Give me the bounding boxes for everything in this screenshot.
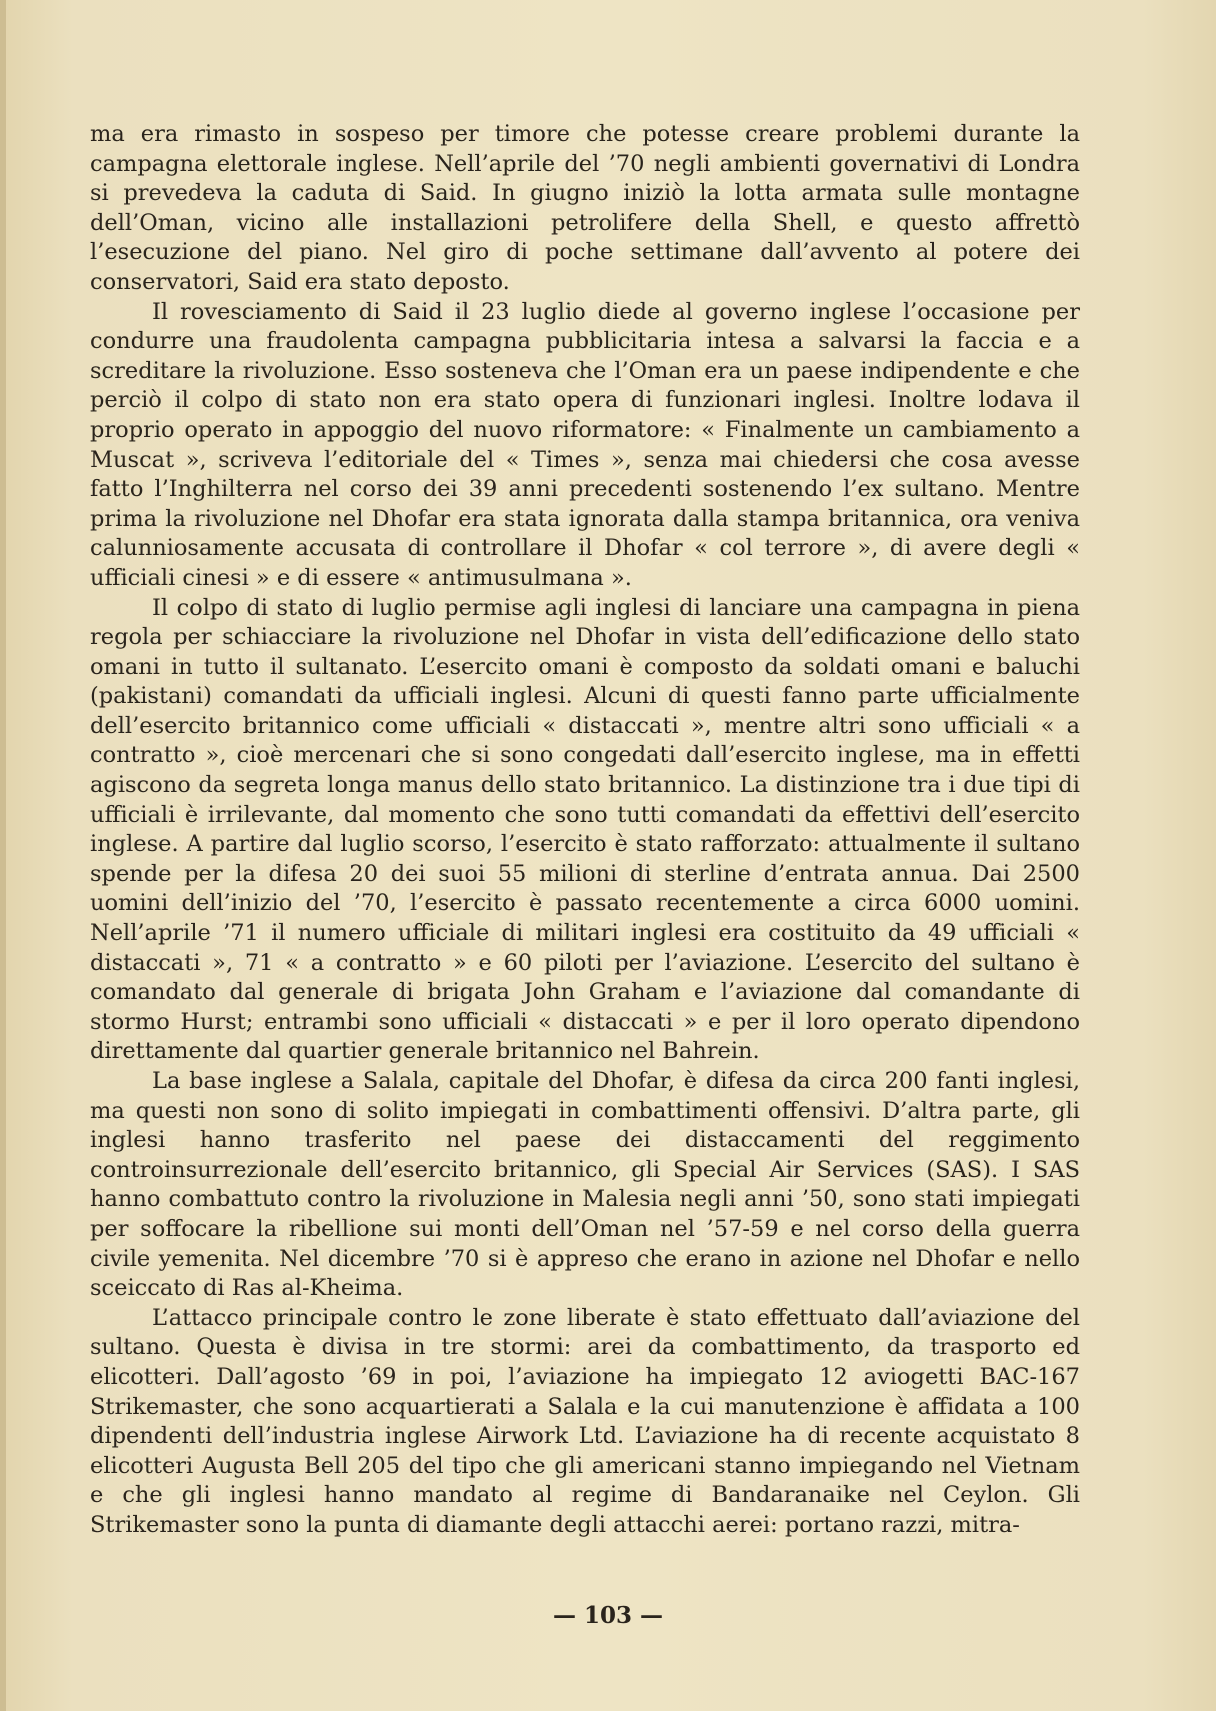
body-text [90, 120, 1080, 1541]
paragraph-5: L’attacco principale contro le zone liberate è stato effettuato dall’aviazione del sultano. Questa è divisa in tre stormi: arei da combattimento, da trasporto ed elicotteri. Dall’agosto ’69 in poi, l’aviazione ha impiegato 12 aviogetti BAC-167 Strikemaster, che sono acquartierati a Salala e la cui manutenzione è affidata a 100 dipendenti dell’industria inglese Airwork Ltd. L’aviazione ha di recente acquistato 8 elicotteri Augusta Bell 205 del tipo che gli americani stanno impiegando nel Vietnam e che gli inglesi hanno mandato al regime di Bandaranaike nel Ceylon. Gli Strikemaster sono la punta di diamante degli attacchi aerei: portano razzi, mitra- [90, 1304, 1080, 1538]
paragraph-2: Il rovesciamento di Said il 23 luglio diede al governo inglese l’occasione per condurre una fraudolenta campagna pubblicitaria intesa a salvarsi la faccia e a screditare la rivoluzione. Esso sosteneva che l’Oman era un paese indipendente e che perciò il colpo di stato non era stato opera di funzionari inglesi. Inoltre lodava il proprio operato in appoggio del nuovo riformatore: « Finalmente un cambiamento a Muscat », scriveva l’editoriale del « Times », senza mai chiedersi che cosa avesse fatto l’Inghilterra nel corso dei 39 anni precedenti sostenendo l’ex sultano. Mentre prima la rivoluzione nel Dhofar era stata ignorata dalla stampa britannica, ora veniva calunniosamente accusata di controllare il Dhofar « col terrore », di avere degli « ufficiali cinesi » e di essere « antimusulmana ». [90, 298, 1080, 591]
page-number: — 103 — [552, 1602, 664, 1629]
page-binding-edge [0, 0, 6, 1711]
paragraph-1: ma era rimasto in sospeso per timore che potesse creare problemi durante la campagna elettorale inglese. Nell’aprile del ’70 negli ambienti governativi di Londra si prevedeva la caduta di Said. In giugno iniziò la lotta armata sulle montagne dell’Oman, vicino alle installazioni petrolifere della Shell, e questo affrettò l’esecuzione del piano. Nel giro di poche settimane dall’avvento al potere dei conservatori, Said era stato deposto. [90, 121, 1080, 295]
paragraph-3: Il colpo di stato di luglio permise agli inglesi di lanciare una campagna in piena regola per schiacciare la rivoluzione nel Dhofar in vista dell’edificazione dello stato omani in tutto il sultanato. L’esercito omani è composto da soldati omani e baluchi (pakistani) comandati da ufficiali inglesi. Alcuni di questi fanno parte ufficialmente dell’esercito britannico come ufficiali « distaccati », mentre altri sono ufficiali « a contratto », cioè mercenari che si sono congedati dall’esercito inglese, ma in effetti agiscono da segreta longa manus dello stato britannico. La distinzione tra i due tipi di ufficiali è irrilevante, dal momento che sono tutti comandati da effettivi dell’esercito inglese. A partire dal luglio scorso, l’esercito è stato rafforzato: attualmente il sultano spende per la difesa 20 dei suoi 55 milioni di sterline d’entrata annua. Dai 2500 uomini dell’inizio del ’70, l’esercito è passato recentemente a circa 6000 uomini. Nell’aprile ’71 il numero ufficiale di militari inglesi era costituito da 49 ufficiali « distaccati », 71 « a contratto » e 60 piloti per l’aviazione. L’esercito del sultano è comandato dal generale di brigata John Graham e l’aviazione dal comandante di stormo Hurst; entrambi sono ufficiali « distaccati » e per il loro operato dipendono direttamente dal quartier generale britannico nel Bahrein. [90, 594, 1080, 1065]
paragraph-4: La base inglese a Salala, capitale del Dhofar, è difesa da circa 200 fanti inglesi, ma questi non sono di solito impiegati in combattimenti offensivi. D’altra parte, gli inglesi hanno trasferito nel paese dei distaccamenti del reggimento controinsurrezionale dell’esercito britannico, gli Special Air Services (SAS). I SAS hanno combattuto contro la rivoluzione in Malesia negli anni ’50, sono stati impiegati per soffocare la ribellione sui monti dell’Oman nel ’57-59 e nel corso della guerra civile yemenita. Nel dicembre ’70 si è appreso che erano in azione nel Dhofar e nello sceiccato di Ras al-Kheima. [90, 1068, 1080, 1302]
